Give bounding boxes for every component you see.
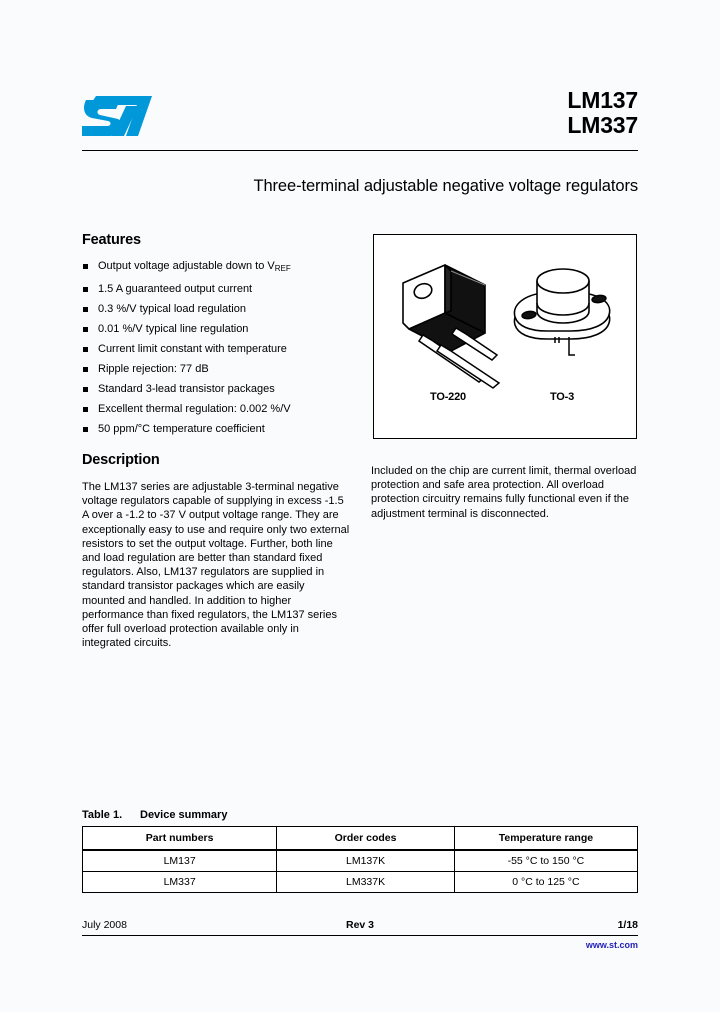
bullet-square-icon: [83, 347, 88, 352]
feature-text: 0.3 %/V typical load regulation: [98, 303, 246, 315]
feature-text: Ripple rejection: 77 dB: [98, 363, 209, 375]
package-illustration-box: [373, 234, 637, 439]
bullet-square-icon: [83, 307, 88, 312]
table-row: [83, 872, 638, 893]
feature-item: [82, 279, 372, 299]
table-cell-part-number: LM137: [83, 850, 277, 872]
feature-item: [82, 299, 372, 319]
features-list: [82, 256, 372, 439]
table-column-header: Order codes: [277, 827, 455, 851]
table-header-row: [83, 827, 638, 851]
table-caption-title: Device summary: [140, 809, 228, 821]
to220-package-icon: [393, 249, 503, 399]
table-cell-temperature-range: -55 °C to 150 °C: [454, 850, 637, 872]
bullet-square-icon: [83, 367, 88, 372]
features-heading: Features: [82, 232, 141, 248]
table-row: [83, 850, 638, 872]
page-footer: [82, 919, 638, 933]
description-body-left: The LM137 series are adjustable 3-terminal negative voltage regulators capable of supplying in excess -1.5 A over a -1.2 to -37 V output voltage range. They are exceptionally easy to use and require only two external resistors to set the output voltage. Further, both line and load regulation are better than standard fixed regulators. Also, LM137 regulators are supplied in standard transistor packages which are easily mounted and handled. In addition to higher performance than fixed regulators, the LM137 series offer full overload protection available only in integrated circuits.: [82, 481, 350, 650]
feature-item: [82, 399, 372, 419]
feature-text: Standard 3-lead transistor packages: [98, 383, 275, 395]
part-number-primary: LM137: [567, 87, 638, 113]
feature-text: Output voltage adjustable down to $V_{REF}$: [98, 260, 291, 273]
to3-package-icon: [507, 249, 617, 399]
feature-item: [82, 339, 372, 359]
feature-item: [82, 419, 372, 439]
feature-item: [82, 256, 372, 279]
bullet-square-icon: [83, 407, 88, 412]
bullet-square-icon: [83, 427, 88, 432]
footer-date: July 2008: [82, 919, 127, 931]
feature-text: Excellent thermal regulation: 0.002 %/V: [98, 403, 291, 415]
device-summary-table: [82, 826, 638, 893]
description-heading: Description: [82, 452, 160, 468]
table-cell-part-number: LM337: [83, 872, 277, 893]
part-number-titles: [567, 88, 638, 138]
package-to220: [388, 249, 508, 419]
table-caption: [82, 809, 227, 821]
table-caption-label: Table 1.: [82, 809, 123, 821]
feature-item: [82, 379, 372, 399]
table-column-header: Temperature range: [454, 827, 637, 851]
description-body-right: Included on the chip are current limit, thermal overload protection and safe area protection. All overload protection circuitry remains fully functional even if the adjustment terminal is disconnected.: [371, 465, 637, 520]
page-header: [82, 87, 638, 152]
table-cell-order-code: LM137K: [277, 850, 455, 872]
package-label: TO-3: [549, 391, 575, 403]
document-title: Three-terminal adjustable negative voltage regulators: [253, 177, 638, 195]
part-number-secondary: LM337: [567, 112, 638, 138]
footer-divider: [82, 935, 638, 936]
header-divider: [82, 150, 638, 151]
feature-item: [82, 319, 372, 339]
feature-item: [82, 359, 372, 379]
feature-text: 0.01 %/V typical line regulation: [98, 323, 249, 335]
feature-text: 1.5 A guaranteed output current: [98, 283, 253, 295]
feature-text: Current limit constant with temperature: [98, 343, 287, 355]
package-label: TO-220: [430, 391, 466, 403]
bullet-square-icon: [83, 287, 88, 292]
feature-text: 50 ppm/°C temperature coefficient: [98, 423, 265, 435]
footer-page-number: 1/18: [617, 919, 638, 931]
bullet-square-icon: [83, 327, 88, 332]
table-cell-order-code: LM337K: [277, 872, 455, 893]
bullet-square-icon: [83, 264, 88, 269]
table-column-header: Part numbers: [83, 827, 277, 851]
st-logo: [82, 94, 154, 138]
bullet-square-icon: [83, 387, 88, 392]
footer-website-link[interactable]: www.st.com: [585, 940, 638, 950]
footer-revision: Rev 3: [345, 919, 375, 931]
package-to3: [502, 249, 622, 419]
table-cell-temperature-range: 0 °C to 125 °C: [454, 872, 637, 893]
